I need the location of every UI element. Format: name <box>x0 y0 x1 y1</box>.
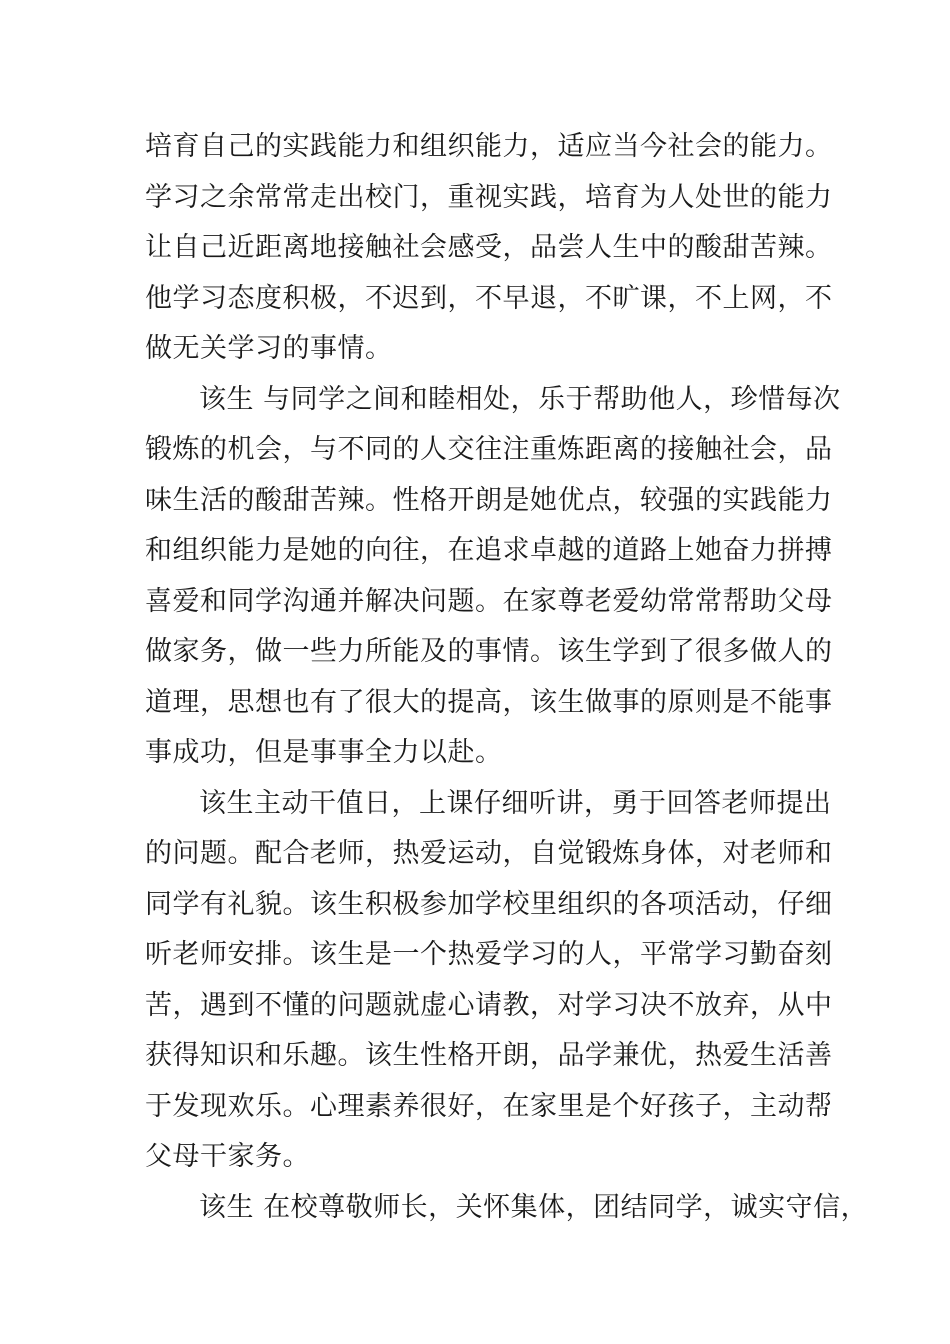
text-line: 获得知识和乐趣。该生性格开朗，品学兼优，热爱生活善 <box>145 1040 833 1071</box>
text-line: 锻炼的机会，与不同的人交往注重炼距离的接触社会，品 <box>145 434 833 465</box>
text-line: 听老师安排。该生是一个热爱学习的人，平常学习勤奋刻 <box>145 939 833 970</box>
text-line: 做无关学习的事情。 <box>145 333 393 364</box>
text-line: 事成功，但是事事全力以赴。 <box>145 737 503 768</box>
paragraph-start-line: 该生 与同学之间和睦相处，乐于帮助他人，珍惜每次 <box>199 384 841 415</box>
text-line: 同学有礼貌。该生积极参加学校里组织的各项活动，仔细 <box>145 889 833 920</box>
text-line: 味生活的酸甜苦辣。性格开朗是她优点，较强的实践能力 <box>145 485 833 516</box>
text-line: 他学习态度积极，不迟到，不早退，不旷课，不上网，不 <box>145 283 833 314</box>
text-line: 父母干家务。 <box>145 1141 310 1172</box>
text-line: 和组织能力是她的向往，在追求卓越的道路上她奋力拼搏 <box>145 535 833 566</box>
paragraph-start-line: 该生 在校尊敬师长，关怀集体，团结同学，诚实守信， <box>199 1192 869 1223</box>
text-line: 让自己近距离地接触社会感受，品尝人生中的酸甜苦辣。 <box>145 232 833 263</box>
text-line: 苦，遇到不懂的问题就虚心请教，对学习决不放弃，从中 <box>145 990 833 1021</box>
text-line: 的问题。配合老师，热爱运动，自觉锻炼身体，对老师和 <box>145 838 833 869</box>
paragraph-start-line: 该生主动干值日，上课仔细听讲，勇于回答老师提出 <box>199 788 832 819</box>
text-line: 喜爱和同学沟通并解决问题。在家尊老爱幼常常帮助父母 <box>145 586 833 617</box>
text-line: 道理，思想也有了很大的提高，该生做事的原则是不能事 <box>145 687 833 718</box>
text-line: 培育自己的实践能力和组织能力，适应当今社会的能力。 <box>145 131 833 162</box>
text-line: 做家务，做一些力所能及的事情。该生学到了很多做人的 <box>145 636 833 667</box>
text-line: 学习之余常常走出校门，重视实践，培育为人处世的能力 <box>145 182 833 213</box>
text-line: 于发现欢乐。心理素养很好，在家里是个好孩子，主动帮 <box>145 1091 833 1122</box>
